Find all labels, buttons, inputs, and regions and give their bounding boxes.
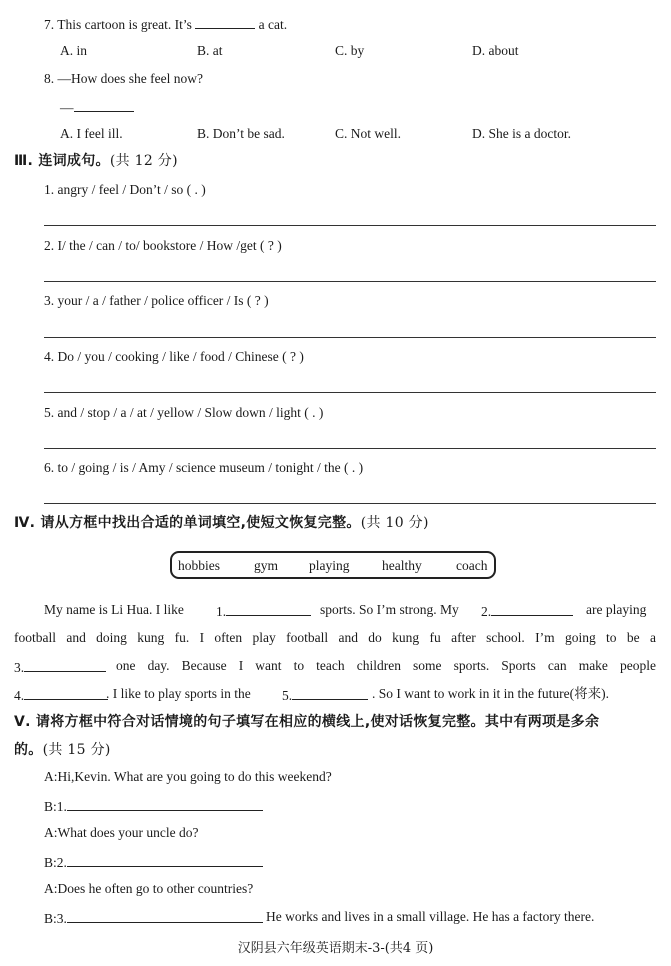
s3-item-4: 4. Do / you / cooking / like / food / Chinese ( ? ) xyxy=(44,349,304,364)
blank-5-number: 5. xyxy=(282,688,293,703)
s3-answer-line-1[interactable] xyxy=(44,225,656,226)
q8-option-a[interactable]: A. I feel ill. xyxy=(60,126,123,141)
q7-stem-a: 7. This cartoon is great. It’s xyxy=(44,17,192,32)
q8-option-d[interactable]: D. She is a doctor. xyxy=(472,126,571,141)
section-4-title: Ⅳ. 请从方框中找出合适的单词填空,使短文恢复完整。 xyxy=(14,515,361,531)
section-5-heading-line-1: Ⅴ. 请将方框中符合对话情境的句子填写在相应的横线上,使对话恢复完整。其中有两项是多余 xyxy=(14,714,600,730)
s3-item-1: 1. angry / feel / Don’t / so ( . ) xyxy=(44,182,206,197)
passage-line-2: football and doing kung fu. I often play football and do kung fu after school. I’m going to be a xyxy=(14,630,656,645)
dialog-a3: A:Does he often go to other countries? xyxy=(44,881,254,896)
passage-blank-5[interactable] xyxy=(282,685,368,705)
s3-item-6: 6. to / going / is / Amy / science museum / tonight / the ( . ) xyxy=(44,460,364,475)
s3-answer-line-3[interactable] xyxy=(44,337,656,338)
s3-answer-line-2[interactable] xyxy=(44,281,656,282)
blank-3-line[interactable] xyxy=(24,657,106,672)
page-footer: 汉阴县六年级英语期末-3-(共4 页) xyxy=(237,941,434,956)
section-5-heading-line-2 xyxy=(14,740,111,760)
passage-text-1a: My name is Li Hua. I like xyxy=(44,602,184,617)
passage-line-1b: sports. So I’m strong. My xyxy=(320,602,459,617)
s3-answer-line-4[interactable] xyxy=(44,392,656,393)
blank-2-line[interactable] xyxy=(491,601,573,616)
q7-stem-b: a cat. xyxy=(258,17,288,32)
passage-line-4b: . So I want to work in it in the future(将来). xyxy=(372,686,609,701)
passage-blank-1[interactable] xyxy=(216,601,311,621)
passage-blank-2[interactable] xyxy=(481,601,573,621)
dialog-b1 xyxy=(44,796,263,816)
section-3-title: Ⅲ. 连词成句。 xyxy=(14,153,110,169)
blank-2-number: 2. xyxy=(481,604,492,619)
dialog-b3-label: B:3. xyxy=(44,911,67,926)
blank-1-number: 1. xyxy=(216,604,227,619)
q7-option-d[interactable]: D. about xyxy=(472,43,519,58)
dialog-b3 xyxy=(44,908,263,928)
blank-1-line[interactable] xyxy=(226,601,311,616)
dialog-b1-label: B:1. xyxy=(44,799,67,814)
section-5-points: (共 15 分) xyxy=(42,742,111,758)
passage-blank-3[interactable] xyxy=(14,657,106,677)
word-gym: gym xyxy=(254,558,279,573)
word-playing: playing xyxy=(309,558,350,573)
dialog-b2 xyxy=(44,852,263,872)
passage-line-4a: . I like to play sports in the xyxy=(106,686,251,701)
s3-item-3: 3. your / a / father / police officer / Is ( ? ) xyxy=(44,293,269,308)
blank-5-line[interactable] xyxy=(292,685,368,700)
blank-4-line[interactable] xyxy=(24,685,108,700)
dialog-blank-3[interactable] xyxy=(67,908,263,923)
passage-line-1a xyxy=(44,601,184,619)
s3-answer-line-6[interactable] xyxy=(44,503,656,504)
section-5-title-2: 的。 xyxy=(14,742,43,758)
q8-dash: — xyxy=(60,100,74,115)
word-healthy: healthy xyxy=(382,558,422,573)
passage-line-3: one day. Because I want to teach children some sports. Sports can make people xyxy=(116,658,656,673)
word-coach: coach xyxy=(456,558,488,573)
dialog-b3-after: He works and lives in a small village. He has a factory there. xyxy=(266,909,595,924)
q7-option-a[interactable]: A. in xyxy=(60,43,87,58)
s3-item-2: 2. I/ the / can / to/ bookstore / How /get ( ? ) xyxy=(44,238,282,253)
dialog-a2: A:What does your uncle do? xyxy=(44,825,199,840)
word-hobbies: hobbies xyxy=(178,558,220,573)
section-3-points: (共 12 分) xyxy=(109,153,178,169)
q8-option-b[interactable]: B. Don’t be sad. xyxy=(197,126,285,141)
q8-answer-line xyxy=(60,97,134,117)
dialog-blank-2[interactable] xyxy=(67,852,263,867)
q7-option-b[interactable]: B. at xyxy=(197,43,223,58)
q8-question: 8. —How does she feel now? xyxy=(44,71,203,86)
blank-4-number: 4. xyxy=(14,688,25,703)
dialog-blank-1[interactable] xyxy=(67,796,263,811)
q7-option-c[interactable]: C. by xyxy=(335,43,365,58)
question-7 xyxy=(44,14,287,34)
section-4-heading xyxy=(14,513,429,533)
dialog-a1: A:Hi,Kevin. What are you going to do this weekend? xyxy=(44,769,332,784)
s3-answer-line-5[interactable] xyxy=(44,448,656,449)
section-3-heading xyxy=(14,151,178,171)
section-4-points: (共 10 分) xyxy=(360,515,429,531)
s3-item-5: 5. and / stop / a / at / yellow / Slow down / light ( . ) xyxy=(44,405,324,420)
blank-3-number: 3. xyxy=(14,660,25,675)
dialog-b2-label: B:2. xyxy=(44,855,67,870)
passage-blank-4[interactable] xyxy=(14,685,108,705)
q8-option-c[interactable]: C. Not well. xyxy=(335,126,401,141)
q7-blank[interactable] xyxy=(195,14,255,29)
q8-blank[interactable] xyxy=(74,97,134,112)
passage-line-1c: are playing xyxy=(586,602,647,617)
